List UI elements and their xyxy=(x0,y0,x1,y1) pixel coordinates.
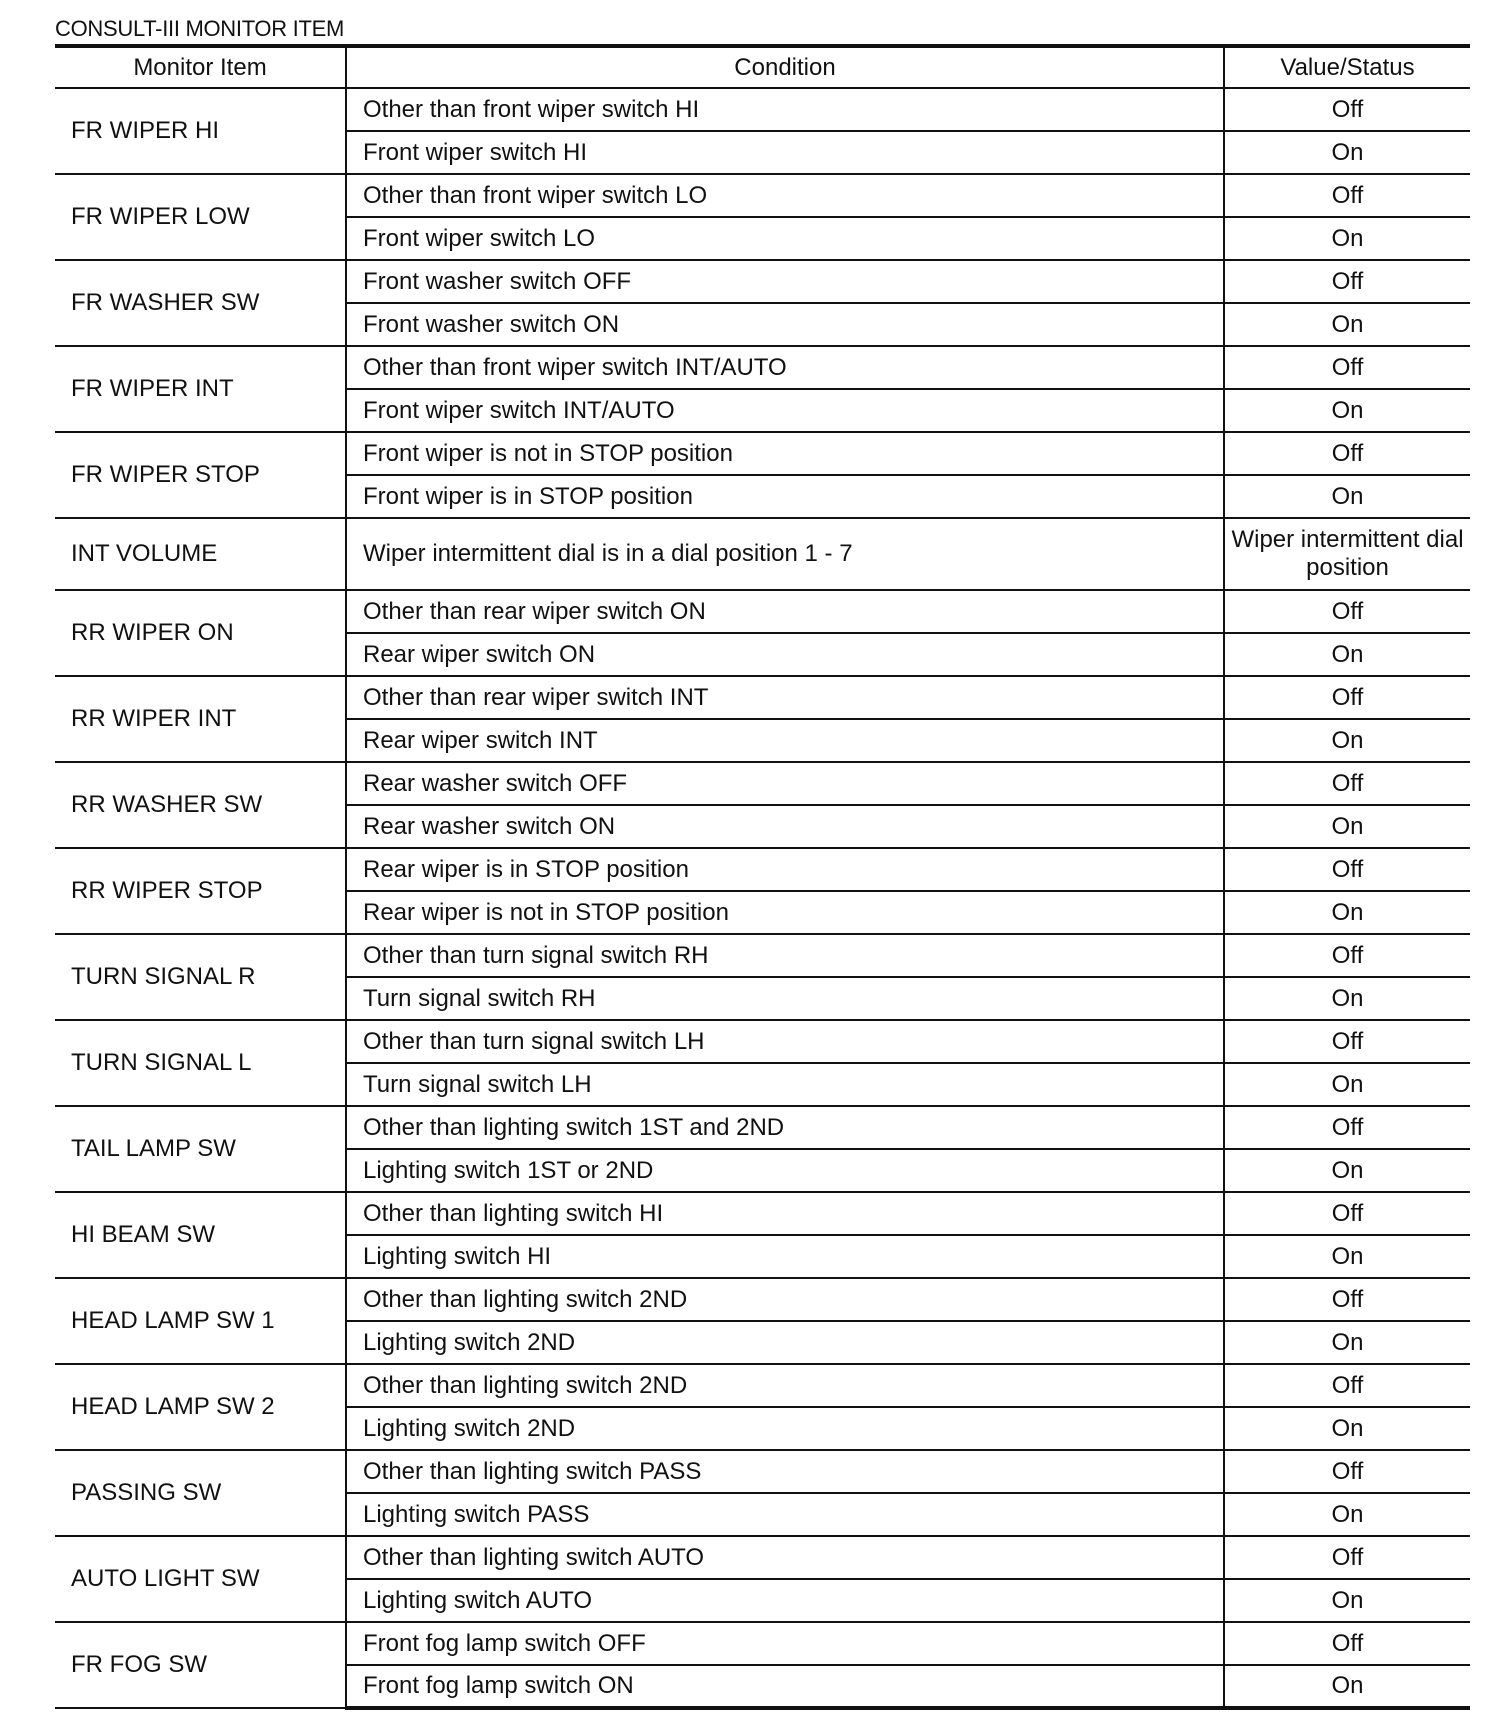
table-row xyxy=(55,260,1470,303)
condition-cell: Other than front wiper switch HI xyxy=(346,88,1224,131)
condition-cell: Rear washer switch OFF xyxy=(346,762,1224,805)
value-status-cell: Off xyxy=(1224,848,1470,891)
value-status-cell: On xyxy=(1224,805,1470,848)
condition-cell: Other than front wiper switch INT/AUTO xyxy=(346,346,1224,389)
table-row xyxy=(55,1278,1470,1321)
table-row xyxy=(55,676,1470,719)
condition-cell: Lighting switch AUTO xyxy=(346,1579,1224,1622)
value-status-cell: On xyxy=(1224,475,1470,518)
value-status-cell: On xyxy=(1224,1063,1470,1106)
table-row xyxy=(55,518,1470,590)
column-header-value-status: Value/Status xyxy=(1224,46,1470,88)
value-status-cell: Off xyxy=(1224,1622,1470,1665)
table-row xyxy=(55,432,1470,475)
condition-cell: Lighting switch PASS xyxy=(346,1493,1224,1536)
value-status-cell: Off xyxy=(1224,1364,1470,1407)
value-status-cell: On xyxy=(1224,131,1470,174)
condition-cell: Other than lighting switch HI xyxy=(346,1192,1224,1235)
monitor-item-cell: FR WIPER HI xyxy=(55,88,346,174)
monitor-item-cell: HEAD LAMP SW 2 xyxy=(55,1364,346,1450)
value-status-cell: Off xyxy=(1224,1450,1470,1493)
table-row xyxy=(55,848,1470,891)
monitor-item-cell: RR WIPER INT xyxy=(55,676,346,762)
table-row xyxy=(55,88,1470,131)
monitor-item-cell: HI BEAM SW xyxy=(55,1192,346,1278)
value-status-cell: Off xyxy=(1224,346,1470,389)
condition-cell: Turn signal switch LH xyxy=(346,1063,1224,1106)
value-status-cell: On xyxy=(1224,891,1470,934)
monitor-item-cell: TURN SIGNAL R xyxy=(55,934,346,1020)
value-status-cell: On xyxy=(1224,389,1470,432)
value-status-cell: On xyxy=(1224,1321,1470,1364)
condition-cell: Front fog lamp switch OFF xyxy=(346,1622,1224,1665)
condition-cell: Front washer switch OFF xyxy=(346,260,1224,303)
value-status-cell: On xyxy=(1224,1149,1470,1192)
value-status-cell: Off xyxy=(1224,590,1470,633)
table-body xyxy=(55,88,1470,1708)
table-row xyxy=(55,1622,1470,1665)
condition-cell: Other than rear wiper switch INT xyxy=(346,676,1224,719)
monitor-item-cell: FR WASHER SW xyxy=(55,260,346,346)
table-row xyxy=(55,1536,1470,1579)
table-row xyxy=(55,934,1470,977)
value-status-cell: Off xyxy=(1224,934,1470,977)
condition-cell: Front wiper switch LO xyxy=(346,217,1224,260)
value-status-cell: Wiper intermittent dial position xyxy=(1224,518,1470,590)
condition-cell: Lighting switch 2ND xyxy=(346,1407,1224,1450)
condition-cell: Other than turn signal switch LH xyxy=(346,1020,1224,1063)
monitor-item-cell: FR WIPER STOP xyxy=(55,432,346,518)
condition-cell: Lighting switch HI xyxy=(346,1235,1224,1278)
column-header-condition: Condition xyxy=(346,46,1224,88)
condition-cell: Rear washer switch ON xyxy=(346,805,1224,848)
monitor-item-cell: PASSING SW xyxy=(55,1450,346,1536)
table-row xyxy=(55,1450,1470,1493)
table-header-row xyxy=(55,46,1470,88)
monitor-item-cell: FR WIPER INT xyxy=(55,346,346,432)
condition-cell: Rear wiper is in STOP position xyxy=(346,848,1224,891)
monitor-item-cell: INT VOLUME xyxy=(55,518,346,590)
condition-cell: Rear wiper switch INT xyxy=(346,719,1224,762)
table-row xyxy=(55,1364,1470,1407)
condition-cell: Other than lighting switch PASS xyxy=(346,1450,1224,1493)
value-status-cell: On xyxy=(1224,1407,1470,1450)
monitor-item-table xyxy=(55,44,1470,1710)
condition-cell: Other than rear wiper switch ON xyxy=(346,590,1224,633)
table-row xyxy=(55,1106,1470,1149)
table-row xyxy=(55,174,1470,217)
column-header-monitor-item: Monitor Item xyxy=(55,46,346,88)
value-status-cell: On xyxy=(1224,1579,1470,1622)
value-status-cell: On xyxy=(1224,633,1470,676)
monitor-item-cell: TAIL LAMP SW xyxy=(55,1106,346,1192)
table-row xyxy=(55,762,1470,805)
value-status-cell: Off xyxy=(1224,174,1470,217)
monitor-item-cell: FR FOG SW xyxy=(55,1622,346,1708)
monitor-item-cell: FR WIPER LOW xyxy=(55,174,346,260)
monitor-item-cell: AUTO LIGHT SW xyxy=(55,1536,346,1622)
condition-cell: Wiper intermittent dial is in a dial position 1 - 7 xyxy=(346,518,1224,590)
value-status-cell: On xyxy=(1224,1665,1470,1708)
table-row xyxy=(55,590,1470,633)
value-status-cell: Off xyxy=(1224,1020,1470,1063)
value-status-cell: Off xyxy=(1224,762,1470,805)
condition-cell: Rear wiper switch ON xyxy=(346,633,1224,676)
condition-cell: Other than lighting switch AUTO xyxy=(346,1536,1224,1579)
monitor-item-cell: TURN SIGNAL L xyxy=(55,1020,346,1106)
condition-cell: Front wiper switch HI xyxy=(346,131,1224,174)
value-status-cell: Off xyxy=(1224,1536,1470,1579)
value-status-cell: Off xyxy=(1224,1106,1470,1149)
table-row xyxy=(55,1020,1470,1063)
condition-cell: Turn signal switch RH xyxy=(346,977,1224,1020)
condition-cell: Lighting switch 1ST or 2ND xyxy=(346,1149,1224,1192)
monitor-item-cell: RR WASHER SW xyxy=(55,762,346,848)
condition-cell: Other than lighting switch 2ND xyxy=(346,1364,1224,1407)
condition-cell: Other than lighting switch 2ND xyxy=(346,1278,1224,1321)
condition-cell: Rear wiper is not in STOP position xyxy=(346,891,1224,934)
value-status-cell: Off xyxy=(1224,1192,1470,1235)
condition-cell: Front wiper switch INT/AUTO xyxy=(346,389,1224,432)
value-status-cell: On xyxy=(1224,217,1470,260)
condition-cell: Front wiper is in STOP position xyxy=(346,475,1224,518)
value-status-cell: Off xyxy=(1224,1278,1470,1321)
value-status-cell: Off xyxy=(1224,676,1470,719)
condition-cell: Other than front wiper switch LO xyxy=(346,174,1224,217)
condition-cell: Lighting switch 2ND xyxy=(346,1321,1224,1364)
value-status-cell: On xyxy=(1224,977,1470,1020)
value-status-cell: Off xyxy=(1224,432,1470,475)
condition-cell: Front fog lamp switch ON xyxy=(346,1665,1224,1708)
condition-cell: Front washer switch ON xyxy=(346,303,1224,346)
value-status-cell: On xyxy=(1224,303,1470,346)
document-title: CONSULT-III MONITOR ITEM xyxy=(55,16,344,41)
value-status-cell: On xyxy=(1224,719,1470,762)
value-status-cell: Off xyxy=(1224,260,1470,303)
table-row xyxy=(55,346,1470,389)
value-status-cell: Off xyxy=(1224,88,1470,131)
condition-cell: Other than turn signal switch RH xyxy=(346,934,1224,977)
condition-cell: Front wiper is not in STOP position xyxy=(346,432,1224,475)
monitor-item-cell: HEAD LAMP SW 1 xyxy=(55,1278,346,1364)
value-status-cell: On xyxy=(1224,1235,1470,1278)
value-status-cell: On xyxy=(1224,1493,1470,1536)
condition-cell: Other than lighting switch 1ST and 2ND xyxy=(346,1106,1224,1149)
table-row xyxy=(55,1192,1470,1235)
monitor-item-cell: RR WIPER STOP xyxy=(55,848,346,934)
monitor-item-cell: RR WIPER ON xyxy=(55,590,346,676)
